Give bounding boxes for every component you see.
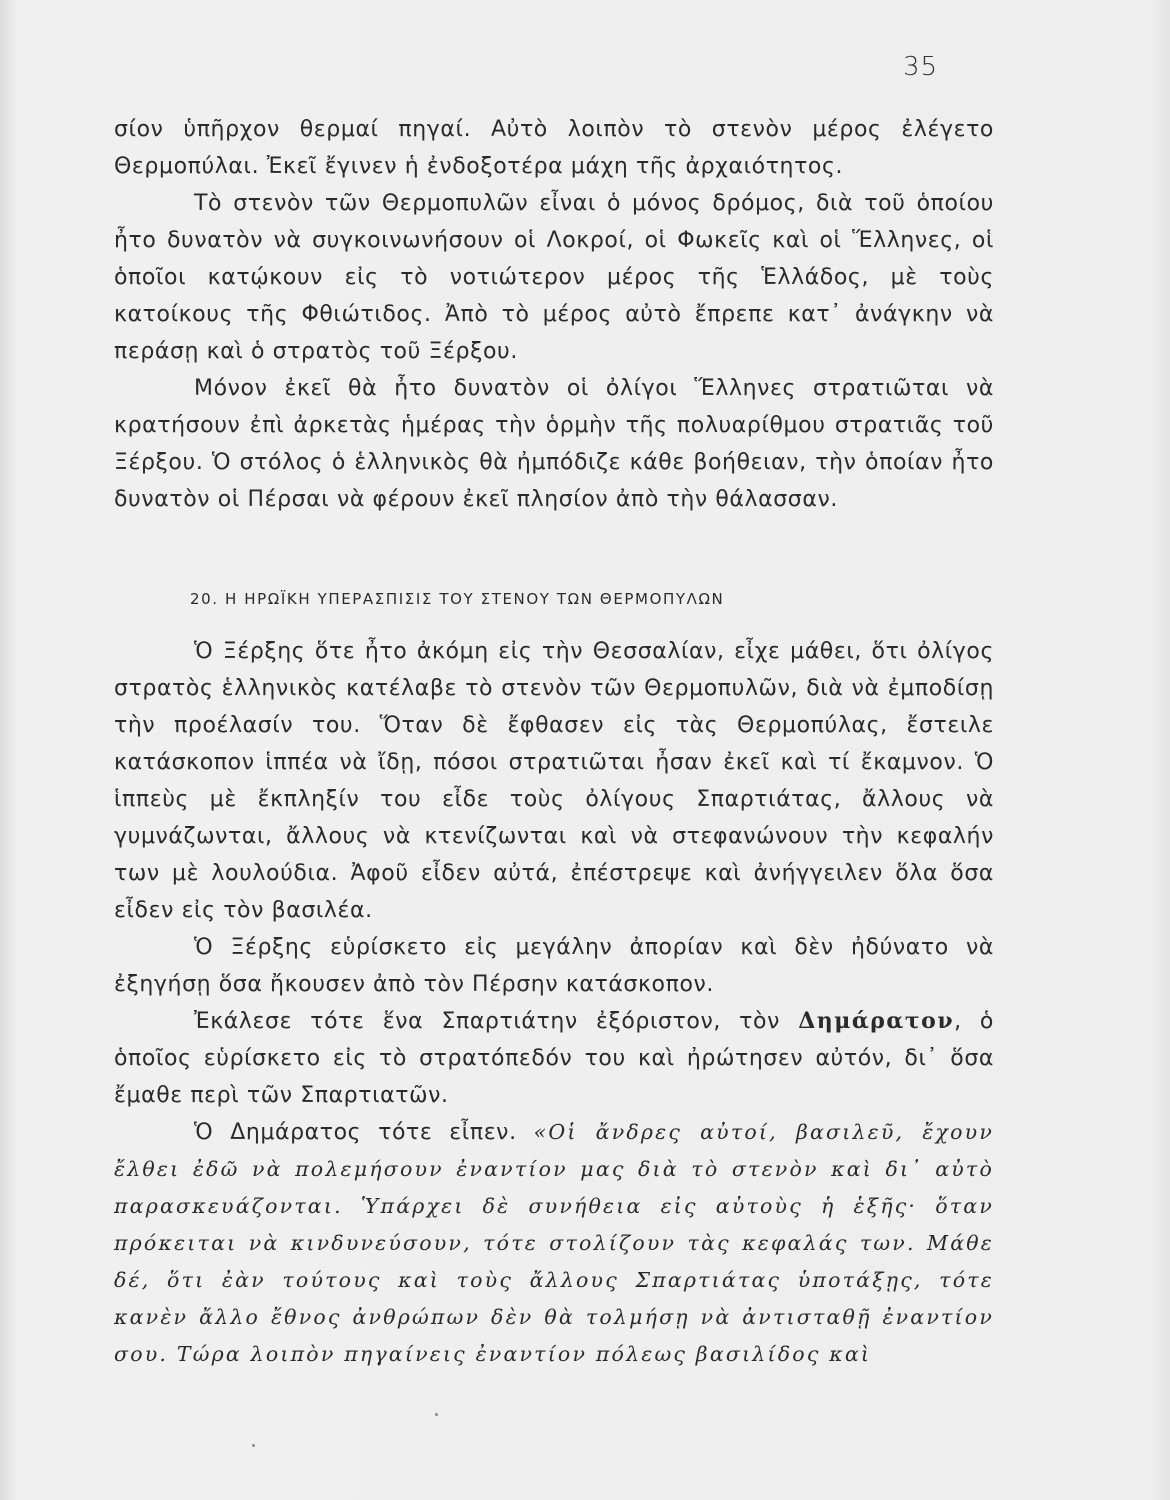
print-speck <box>435 1413 438 1416</box>
page-number: 35 <box>903 52 939 82</box>
paragraph: Τὸ στενὸν τῶν Θερμοπυλῶν εἶναι ὁ μόνος δρόμος, διὰ τοῦ ὁποίου ἦτο δυνατὸν νὰ συγκοινωνήσουν οἱ Λοκροί, οἱ Φωκεῖς καὶ οἱ Ἕλληνες, οἱ ὁποῖοι κατῴκουν εἰς τὸ νοτιώτερον μέρος τῆς Ἑλλάδος, μὲ τοὺς κατοίκους τῆς Φθιώτιδος. Ἀπὸ τὸ μέρος αὐτὸ ἔπρεπε κατ᾽ ἀνάγκην νὰ περάσῃ καὶ ὁ στρατὸς τοῦ Ξέρξου. <box>114 191 994 364</box>
paragraph: Ὁ Ξέρξης εὑρίσκετο εἰς μεγάλην ἀπορίαν καὶ δὲν ἠδύνατο νὰ ἐξηγήσῃ ὅσα ἤκουσεν ἀπὸ τὸν Πέρσην κατάσκοπον. <box>114 935 994 997</box>
paragraph <box>114 1003 994 1114</box>
emphasized-name: Δημάρατον <box>798 1008 955 1034</box>
paragraph: σίον ὑπῆρχον θερμαί πηγαί. Αὐτὸ λοιπὸν τὸ στενὸν μέρος ἐλέγετο Θερμοπύλαι. Ἐκεῖ ἔγινεν ἡ ἐνδοξοτέρα μάχη τῆς ἀρχαιότητος. <box>114 117 994 179</box>
section-heading: 20. Η ΗΡΩΪΚΗ ΥΠΕΡΑΣΠΙΣΙΣ ΤΟΥ ΣΤΕΝΟΥ ΤΩΝ ΘΕΡΜΟΠΥΛΩΝ <box>190 590 725 608</box>
print-speck <box>252 1444 255 1447</box>
paragraph <box>114 1114 994 1373</box>
quotation: «Οἱ ἄνδρες αὐτοί, βασιλεῦ, ἔχουν ἔλθει ἐδῶ νὰ πολεμήσουν ἐναντίον μας διὰ τὸ στενὸν καὶ δι᾽ αὐτὸ παρασκευάζονται. Ὑπάρχει δὲ συνήθεια εἰς αὐτοὺς ἡ ἑξῆς· ὅταν πρόκειται νὰ κινδυνεύσουν, τότε στολίζουν τὰς κεφαλάς των. Μάθε δέ, ὅτι ἐὰν τούτους καὶ τοὺς ἄλλους Σπαρτιάτας ὑποτάξῃς, τότε κανὲν ἄλλο ἔθνος ἀνθρώπων δὲν θὰ τολμήσῃ νὰ ἀντισταθῇ ἐναντίον σου. Τώρα λοιπὸν πηγαίνεις ἐναντίον πόλεως βασιλίδος καὶ <box>114 1120 994 1366</box>
paragraph: Μόνον ἐκεῖ θὰ ἦτο δυνατὸν οἱ ὀλίγοι Ἕλληνες στρατιῶται νὰ κρατήσουν ἐπὶ ἀρκετὰς ἡμέρας τὴν ὁρμὴν τῆς πολυαρίθμου στρατιᾶς τοῦ Ξέρξου. Ὁ στόλος ὁ ἑλληνικὸς θὰ ἠμπόδιζε κάθε βοήθειαν, τὴν ὁποίαν ἦτο δυνατὸν οἱ Πέρσαι νὰ φέρουν ἐκεῖ πλησίον ἀπὸ τὴν θάλασσαν. <box>114 376 994 512</box>
section-2-text <box>114 633 994 1373</box>
paragraph-text: , ὁ ὁποῖος εὑρίσκετο εἰς τὸ στρατόπεδόν του καὶ ἠρώτησεν αὐτόν, δι᾽ ὅσα ἔμαθε περὶ τῶν Σπαρτιατῶν. <box>114 1009 994 1108</box>
section-1-text <box>114 111 994 518</box>
paragraph: Ὁ Ξέρξης ὅτε ἦτο ἀκόμη εἰς τὴν Θεσσαλίαν, εἶχε μάθει, ὅτι ὀλίγος στρατὸς ἑλληνικὸς κατέλαβε τὸ στενὸν τῶν Θερμοπυλῶν, διὰ νὰ ἐμποδίσῃ τὴν προέλασίν του. Ὅταν δὲ ἔφθασεν εἰς τὰς Θερμοπύλας, ἔστειλε κατάσκοπον ἱππέα νὰ ἴδῃ, πόσοι στρατιῶται ἦσαν ἐκεῖ καὶ τί ἔκαμνον. Ὁ ἱππεὺς μὲ ἔκπληξίν του εἶδε τοὺς ὀλίγους Σπαρτιάτας, ἄλλους νὰ γυμνάζωνται, ἄλλους νὰ κτενίζωνται καὶ νὰ στεφανώνουν τὴν κεφαλήν των μὲ λουλούδια. Ἀφοῦ εἶδεν αὐτά, ἐπέστρεψε καὶ ἀνήγγειλεν ὅλα ὅσα εἶδεν εἰς τὸν βασιλέα. <box>114 639 994 923</box>
paragraph-text: Ὁ Δημάρατος τότε εἶπεν. <box>194 1120 534 1145</box>
paragraph-text: Ἐκάλεσε τότε ἕνα Σπαρτιάτην ἐξόριστον, τὸν <box>194 1009 799 1034</box>
